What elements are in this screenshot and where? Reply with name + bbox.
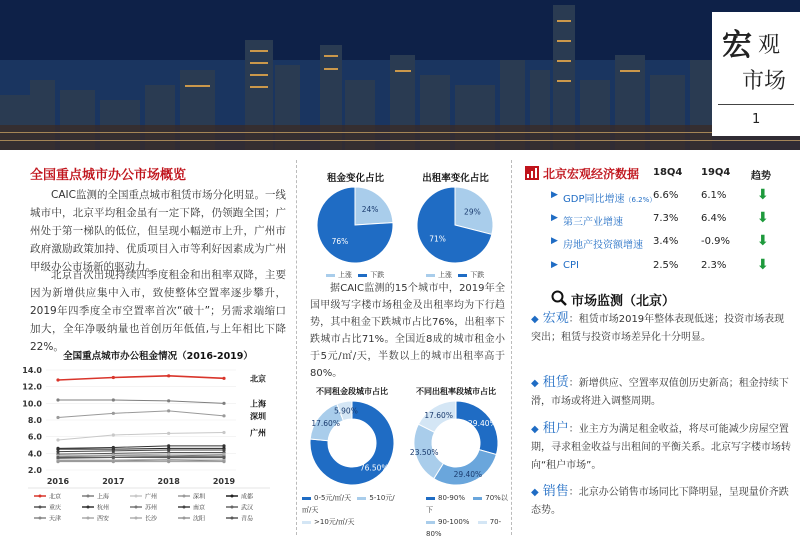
data-point [56, 460, 59, 463]
pie2-title: 出租率变化占比 [422, 173, 489, 184]
data-point [222, 431, 225, 434]
diamond-icon: ◆ [531, 487, 539, 498]
monitor-key: 租户 [542, 421, 569, 436]
data-point [112, 398, 115, 401]
slice-label: 71% [429, 234, 446, 244]
d2-legend-3: 70-80% [426, 518, 502, 538]
legend-label: 长沙 [145, 515, 158, 523]
macro-title: 北京宏观经济数据 [543, 167, 640, 181]
macro-v2: 6.1% [701, 190, 727, 201]
monitor-key: 销售 [542, 484, 569, 499]
data-point [112, 446, 115, 449]
legend-label: 成都 [241, 493, 254, 501]
data-point [167, 460, 170, 463]
legend-label: 天津 [49, 515, 62, 523]
data-point [56, 416, 59, 419]
slice-label: 17.60% [424, 410, 453, 420]
legend-marker [183, 506, 186, 509]
down-arrow-icon: ⬇ [757, 210, 769, 226]
legend-swatch-up [426, 274, 435, 277]
monitor-item-tenant [531, 420, 793, 475]
down-arrow-icon: ⬇ [757, 257, 769, 273]
middle-column [296, 150, 511, 543]
x-tick-label: 2018 [157, 477, 180, 486]
slice-label: 23.50% [409, 447, 439, 457]
rent-line-chart [0, 360, 296, 543]
series-end-label: 上海 [250, 399, 266, 409]
down-arrow-icon: ⬇ [757, 233, 769, 249]
monitor-text: ：北京办公销售市场同比下降明显，呈现量价齐跌态势。 [531, 487, 789, 516]
series-line [58, 400, 224, 403]
macro-v1: 7.3% [653, 213, 679, 224]
tag-char-2: 观 [758, 33, 781, 58]
data-point [222, 456, 225, 459]
col-19q4: 19Q4 [701, 167, 731, 178]
d1-legend-1: 5-10元/㎡/天 [302, 494, 395, 514]
y-tick-label: 2.0 [27, 466, 42, 475]
macro-v2: 6.4% [701, 213, 727, 224]
occupancy-range-donut [404, 396, 508, 491]
data-point [56, 378, 59, 381]
legend-label: 广州 [145, 493, 158, 501]
macro-v2: 2.3% [701, 260, 727, 271]
triangle-icon: ▶ [551, 213, 558, 223]
series-end-label: 北京 [250, 374, 266, 384]
legend-marker [87, 506, 90, 509]
overview-paragraph-2: 北京首次出现持续四季度租金和出租率双降，主要因为新增供应集中入市，致使整体空置率逐步攀升，2019年四季度全市空置率首次“破十”；另需求端缩口加大，全年净吸纳量也首创历年低值,与上年相比下降22%。 [30, 269, 286, 353]
page-number: 1 [752, 112, 761, 127]
tag-subtitle: 市场 [742, 69, 787, 94]
legend-label: 深圳 [193, 493, 206, 501]
donut2-title: 不同出租率段城市占比 [416, 387, 496, 396]
d2-legend-0: 80-90% [438, 494, 465, 502]
city-skyline-banner [0, 0, 800, 150]
right-column [511, 150, 800, 543]
data-point [167, 456, 170, 459]
monitor-key: 租赁 [542, 375, 569, 390]
monitor-item-leasing [531, 374, 793, 411]
data-point [112, 412, 115, 415]
overview-title: 全国重点城市办公市场概览 [30, 168, 187, 183]
macro-v1: 3.4% [653, 236, 679, 247]
macro-row-tertiary [511, 210, 800, 235]
pie2-legend [426, 270, 484, 280]
legend-label: 苏州 [145, 504, 158, 512]
y-tick-label: 12.0 [22, 382, 42, 392]
y-tick-label: 14.0 [22, 366, 42, 375]
series-end-label: 深圳 [250, 411, 266, 421]
data-point [112, 456, 115, 459]
data-point [222, 402, 225, 405]
donut1-legend [302, 492, 402, 528]
legend-down: 下跌 [470, 271, 485, 279]
triangle-icon: ▶ [551, 236, 558, 246]
diamond-icon: ◆ [531, 378, 539, 389]
data-point [222, 448, 225, 451]
legend-swatch-down [358, 274, 367, 277]
d2-legend-1: 70%以下 [426, 494, 508, 514]
legend-marker [39, 517, 42, 520]
data-point [222, 460, 225, 463]
legend-label: 沈阳 [193, 515, 206, 523]
data-point [222, 377, 225, 380]
pie1-title: 租金变化占比 [326, 173, 384, 184]
legend-marker [135, 517, 138, 520]
macro-row-gdp [511, 187, 800, 212]
monitor-text: ：租赁市场2019年整体表现低迷；投资市场表现突出；租赁与投资市场差异化十分明显。 [531, 314, 785, 343]
tag-divider [718, 104, 794, 105]
slice-label: 5.90% [334, 406, 358, 416]
data-point [56, 456, 59, 459]
data-point [167, 448, 170, 451]
d1-legend-2: >10元/㎡/天 [314, 518, 355, 526]
slice-label: 24% [361, 204, 379, 214]
diamond-icon: ◆ [531, 314, 539, 325]
y-tick-label: 10.0 [22, 399, 42, 409]
legend-label: 武汉 [241, 504, 254, 512]
overview-paragraph-1: CAIC监测的全国重点城市租赁市场分化明显。一线城市中，北京平均租金虽有一定下降，仍领跑全国；广州处于第一梯队的低位，但呈现小幅逆市上升，广州市政府激励政策加持、优质项目入市等利好因素成为广州甲级办公市场新的驱动力。 [30, 189, 286, 273]
triangle-icon: ▶ [551, 190, 558, 200]
legend-label: 西安 [97, 515, 110, 523]
rent-range-donut [302, 396, 402, 491]
slice-label: 17.60% [311, 419, 340, 429]
data-point [222, 453, 225, 456]
legend-marker [87, 495, 90, 498]
data-point [167, 374, 170, 377]
col-18q4: 18Q4 [653, 167, 683, 178]
pie-slice [434, 450, 497, 485]
macro-label: GDP同比增速（6.2%） [563, 194, 657, 205]
monitor-item-sales [531, 483, 793, 520]
monitor-text: ：新增供应、空置率双值创历史新高；租金持续下滑，市场或将进入调整周期。 [531, 378, 789, 407]
x-tick-label: 2016 [46, 477, 70, 486]
data-point [167, 399, 170, 402]
legend-marker [135, 495, 138, 498]
monitor-title: 市场监测（北京） [571, 294, 676, 309]
legend-up: 上涨 [338, 271, 352, 279]
data-point [112, 449, 115, 452]
data-point [112, 433, 115, 436]
legend-marker [39, 495, 42, 498]
data-point [222, 414, 225, 417]
legend-marker [231, 506, 234, 509]
legend-marker [183, 517, 186, 520]
search-icon [551, 290, 567, 306]
slice-label: 76% [331, 237, 349, 247]
diamond-icon: ◆ [531, 424, 539, 435]
legend-label: 杭州 [97, 504, 110, 512]
donut2-legend [426, 492, 510, 540]
slice-label: 29% [464, 207, 481, 217]
legend-label: 南京 [193, 504, 206, 512]
data-point [56, 438, 59, 441]
macro-v1: 2.5% [653, 260, 679, 271]
series-line [58, 459, 224, 460]
down-arrow-icon: ⬇ [757, 187, 769, 203]
y-tick-label: 6.0 [27, 432, 42, 442]
data-point [222, 444, 225, 447]
slice-label: 29.40% [453, 469, 483, 479]
legend-marker [39, 506, 42, 509]
macro-v1: 6.6% [653, 190, 679, 201]
bar-chart-icon [525, 166, 539, 180]
data-point [56, 450, 59, 453]
x-tick-label: 2019 [212, 477, 236, 486]
rent-chart-title: 全国重点城市办公租金情况（2016-2019） [63, 351, 253, 362]
legend-label: 上海 [97, 493, 110, 501]
series-line [58, 450, 224, 452]
data-point [167, 432, 170, 435]
legend-label: 北京 [49, 493, 62, 501]
legend-marker [183, 495, 186, 498]
legend-label: 重庆 [49, 504, 62, 512]
tag-big-char: 宏 [722, 28, 752, 63]
monitor-text: ：业主方为满足租金收益，将尽可能减少房屋空置期，寻求租金收益与出租间的平衡关系。北京写字楼市场转向“租户市场”。 [531, 424, 791, 471]
skyline-illustration [0, 0, 800, 150]
legend-marker [231, 495, 234, 498]
macro-label: 房地产投资额增速 [563, 240, 643, 251]
data-point [56, 398, 59, 401]
slice-label: 29.40% [468, 419, 497, 429]
series-line [58, 411, 224, 418]
series-line [58, 376, 224, 380]
macro-v2: -0.9% [701, 236, 731, 247]
col-trend: 趋势 [751, 171, 771, 182]
series-end-label: 广州 [250, 428, 266, 438]
d2-legend-2: 90-100% [438, 518, 470, 526]
data-point [167, 453, 170, 456]
data-point [167, 409, 170, 412]
middle-paragraph: 据CAIC监测的15个城市中，2019年全国甲级写字楼市场租金及出租率均为下行趋势，其中租金下跌城市占比76%，出租率下跌城市占比71%。全国近8成的城市租金小于5元/㎡/天，半数以上的城市出租率高于80%。 [310, 283, 505, 379]
y-tick-label: 8.0 [27, 416, 42, 425]
pie1-legend [326, 270, 384, 280]
data-point [56, 447, 59, 450]
slice-label: 76.50% [359, 463, 389, 473]
legend-marker [231, 517, 234, 520]
legend-label: 青岛 [241, 515, 254, 523]
series-line [58, 433, 224, 441]
monitor-key: 宏观 [542, 311, 569, 326]
section-tag [712, 12, 800, 136]
macro-row-cpi [511, 257, 800, 282]
macro-label: 第三产业增速 [563, 217, 623, 228]
rent-change-pie [308, 183, 403, 268]
legend-swatch-down [458, 274, 467, 277]
legend-swatch-up [326, 274, 335, 277]
occupancy-change-pie [408, 183, 503, 268]
x-tick-label: 2017 [102, 477, 125, 486]
data-point [112, 460, 115, 463]
legend-up: 上涨 [438, 271, 452, 279]
macro-label: CPI [563, 260, 579, 271]
legend-down: 下跌 [370, 271, 385, 279]
legend-marker [135, 506, 138, 509]
triangle-icon: ▶ [551, 260, 558, 270]
d1-legend-0: 0-5元/㎡/天 [314, 494, 352, 502]
data-point [167, 444, 170, 447]
macro-row-realestate [511, 233, 800, 258]
left-column [0, 150, 296, 543]
donut1-title: 不同租金段城市占比 [316, 387, 388, 396]
legend-marker [87, 517, 90, 520]
monitor-item-macro [531, 310, 793, 347]
data-point [112, 376, 115, 379]
y-tick-label: 4.0 [27, 449, 42, 459]
